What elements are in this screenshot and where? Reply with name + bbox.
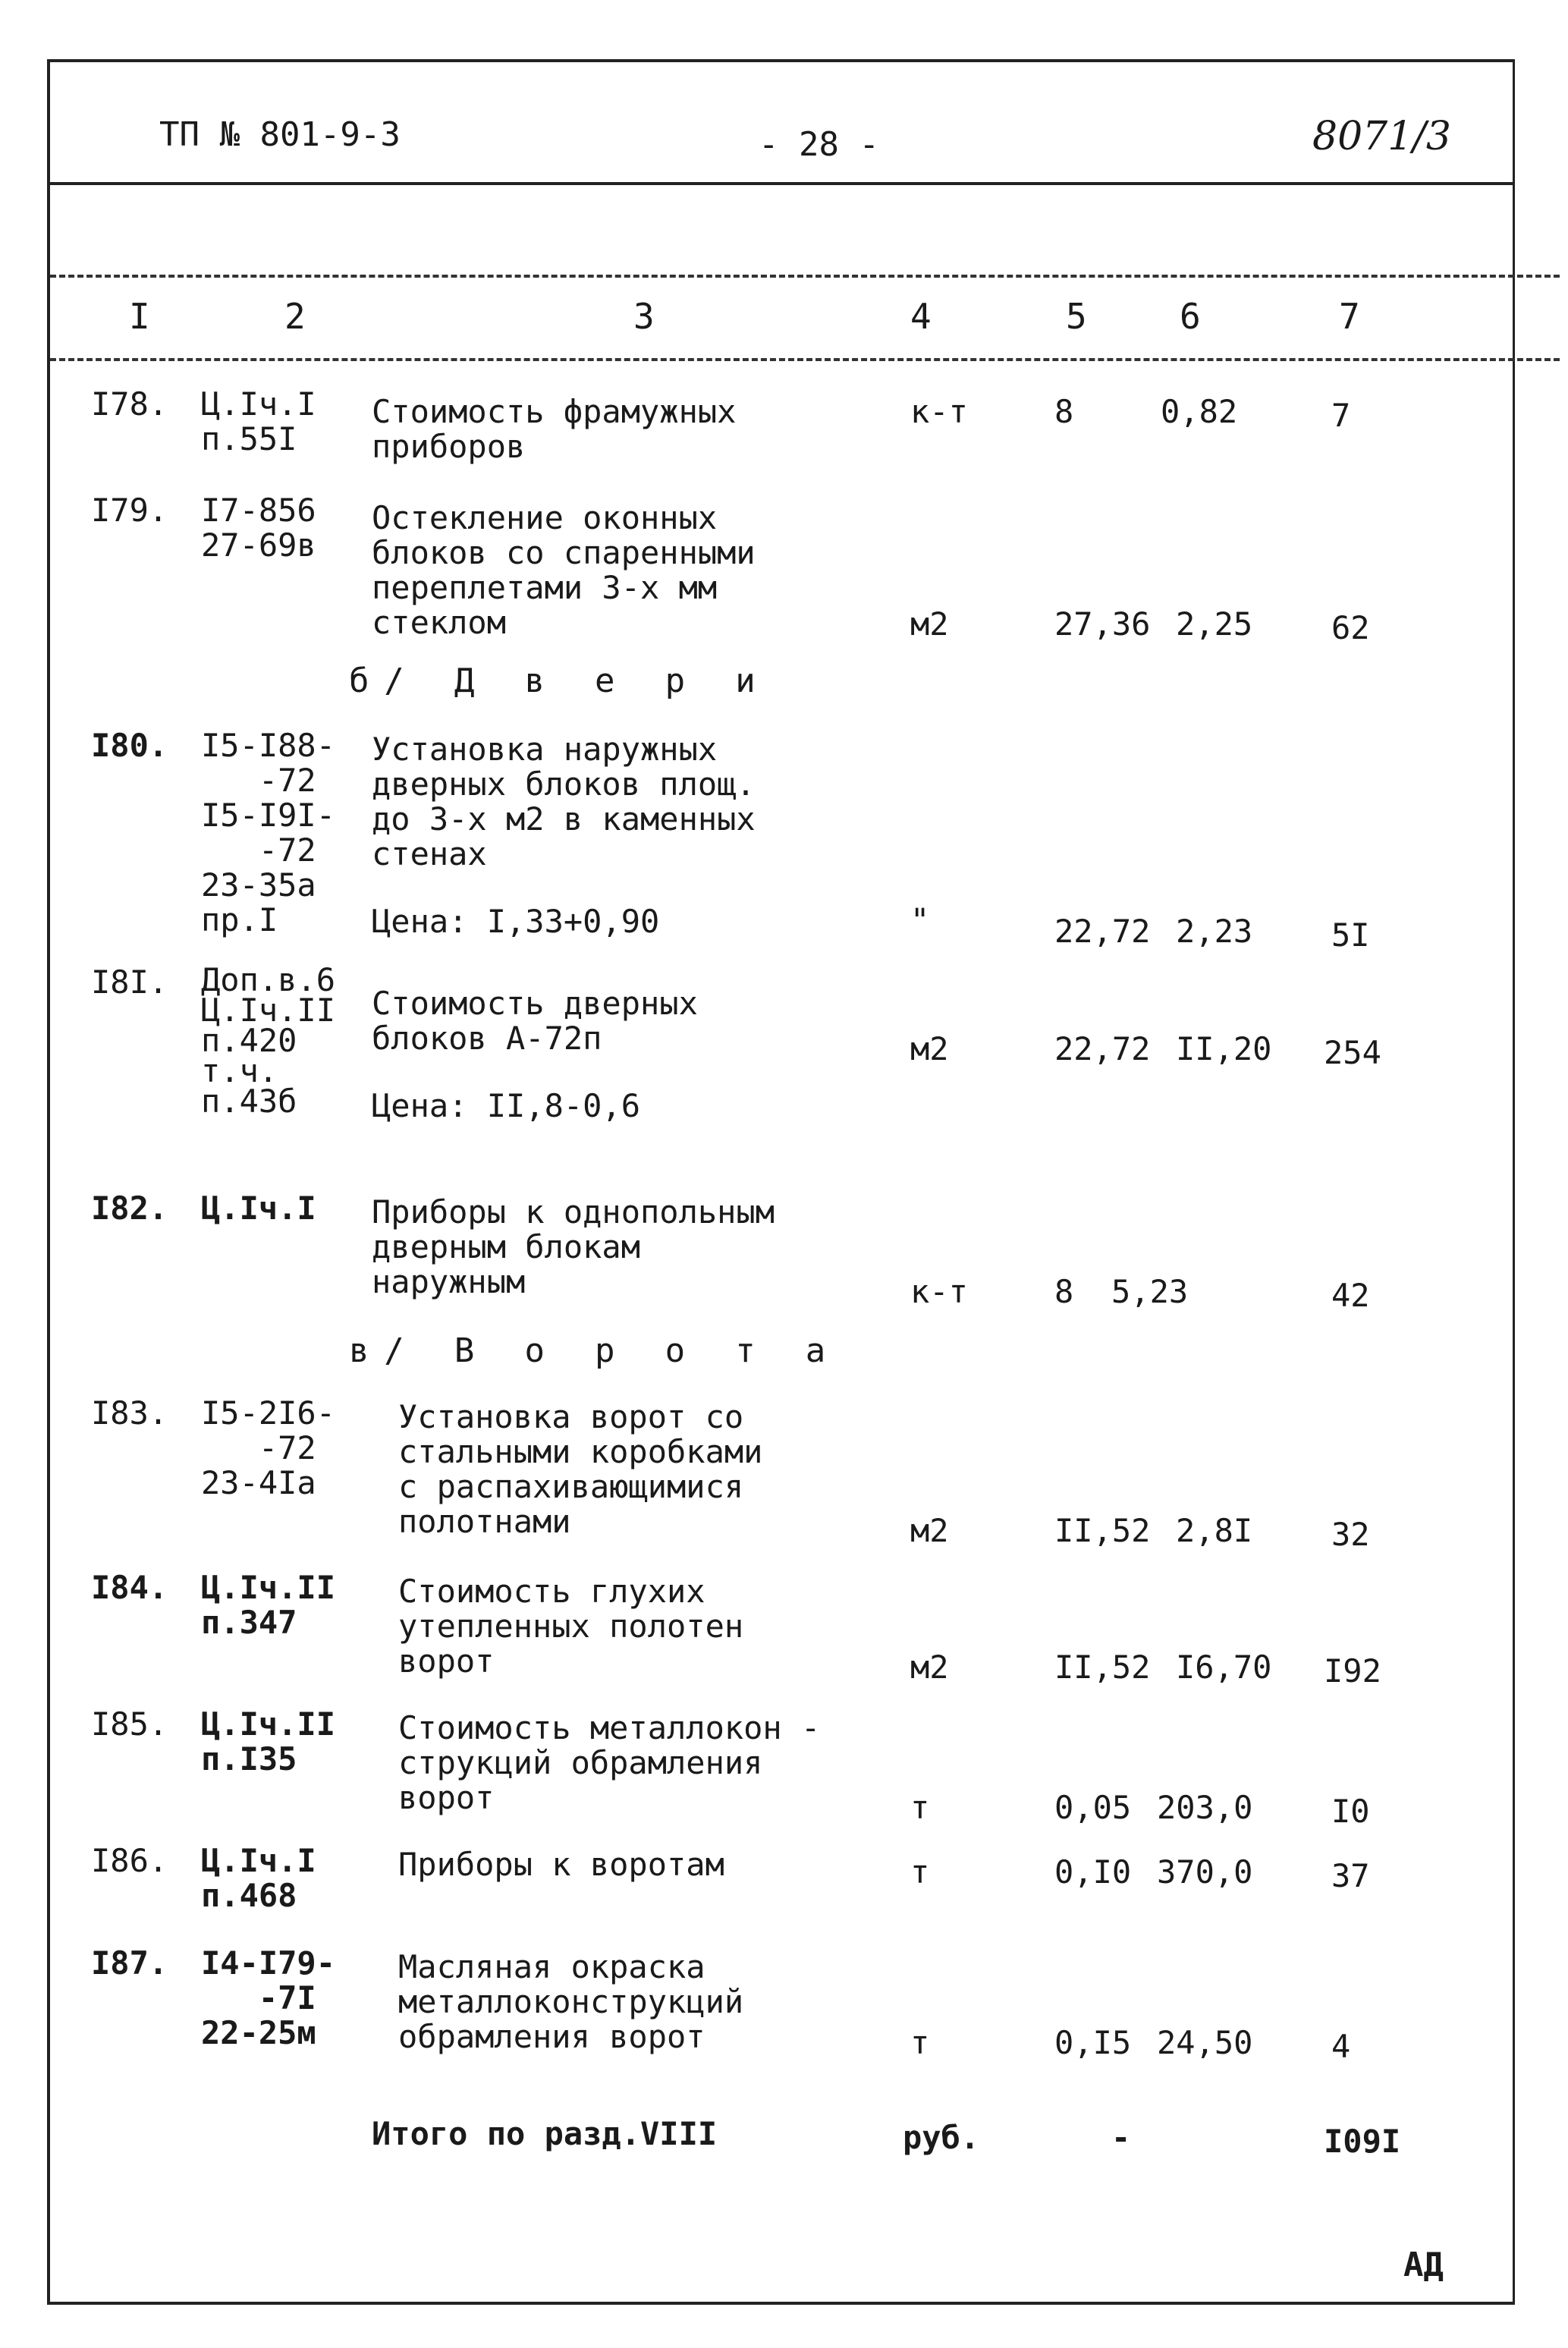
row-number: I79.: [91, 492, 168, 529]
row-code: Ц.Iч.I: [201, 1190, 316, 1227]
row-unit: т: [910, 1853, 930, 1891]
section-gates: в/ В о р о т а: [349, 1331, 841, 1370]
row-number: I85.: [91, 1705, 168, 1743]
page-number: - 28 -: [759, 125, 879, 164]
row-number: I86.: [91, 1842, 168, 1879]
row-description: Масляная окраска металлоконструкций обрамления ворот: [398, 1948, 744, 2055]
row-total: 5I: [1331, 916, 1370, 954]
col-number-7: 7: [1339, 296, 1360, 337]
row-number: I8I.: [91, 963, 168, 1001]
col-number-6: 6: [1180, 296, 1201, 337]
row-unit: к-т: [910, 393, 968, 430]
row-quantity: 8: [1054, 1273, 1074, 1310]
row-unit: м2: [910, 1030, 949, 1067]
row-quantity: 27,36: [1054, 605, 1151, 643]
row-code: I5-2I6- -72 23-4Iа: [201, 1394, 336, 1501]
col-number-3: 3: [633, 296, 655, 337]
summary-quantity: -: [1111, 2119, 1131, 2156]
row-unit: к-т: [910, 1273, 968, 1310]
table-header-rule: [50, 358, 1560, 361]
row-unit: т: [910, 1789, 930, 1826]
row-description: Установка ворот со стальными коробками с распахивающимися полотнами: [398, 1398, 763, 1540]
row-code: Ц.Iч.I п.55I: [201, 385, 316, 457]
row-price: 203,0: [1157, 1789, 1253, 1826]
album-number: 8071/3: [1312, 114, 1451, 159]
col-number-4: 4: [910, 296, 932, 337]
archive-stamp: АД: [1403, 2246, 1444, 2284]
row-description: Приборы к воротам: [398, 1846, 724, 1883]
row-unit: м2: [910, 1512, 949, 1549]
col-number-5: 5: [1066, 296, 1087, 337]
section-doors: б/ Д в е р и: [349, 662, 771, 700]
row-unit: м2: [910, 1649, 949, 1686]
row-description: Стоимость фрамужных приборов: [372, 393, 737, 465]
row-total: 7: [1331, 397, 1351, 434]
doc-code: ТП № 801-9-3: [159, 115, 401, 154]
row-code: Ц.Iч.II п.I35: [201, 1705, 336, 1778]
row-number: I83.: [91, 1394, 168, 1432]
row-total: 42: [1331, 1277, 1370, 1314]
row-price: 2,8I: [1176, 1512, 1253, 1549]
row-quantity: II,52: [1054, 1512, 1151, 1549]
row-price: I6,70: [1176, 1649, 1272, 1686]
row-code: I7-856 27-69в: [201, 492, 316, 564]
col-number-1: I: [129, 296, 150, 337]
row-number: I87.: [91, 1944, 168, 1982]
row-description: Стоимость глухих утепленных полотен ворот: [398, 1573, 744, 1680]
row-total: I0: [1331, 1793, 1370, 1830]
row-description: Приборы к однопольным дверным блокам наружным: [372, 1193, 775, 1300]
col-number-2: 2: [284, 296, 306, 337]
row-price: II,20: [1176, 1030, 1272, 1067]
row-unit: ": [910, 901, 930, 938]
row-description: Остекление оконных блоков со спаренными переплетами 3-х мм стеклом: [372, 499, 756, 641]
row-total: 254: [1324, 1034, 1381, 1071]
row-quantity: 22,72: [1054, 1030, 1151, 1067]
row-code: Ц.Iч.I п.468: [201, 1842, 316, 1914]
row-price: 5,23: [1111, 1273, 1189, 1310]
row-quantity: 22,72: [1054, 913, 1151, 950]
row-quantity: II,52: [1054, 1649, 1151, 1686]
row-quantity: 0,I0: [1054, 1853, 1132, 1891]
header-rule: [50, 182, 1514, 185]
row-price: 370,0: [1157, 1853, 1253, 1891]
row-price: 2,23: [1176, 913, 1253, 950]
row-number: I78.: [91, 385, 168, 423]
row-description: Установка наружных дверных блоков площ. до 3-х м2 в каменных стенах: [372, 731, 756, 872]
row-price-formula: Цена: I,33+0,90: [372, 903, 660, 940]
row-total: 37: [1331, 1857, 1370, 1894]
row-unit: м2: [910, 605, 949, 643]
row-code: I5-I88- -72 I5-I9I- -72 23-35а пр.I: [201, 727, 336, 938]
row-number: I80.: [91, 727, 168, 764]
row-price: 24,50: [1157, 2024, 1253, 2061]
table-top-rule: [50, 275, 1560, 278]
row-code: Доп.в.6 Ц.Iч.II п.420 т.ч. п.43б: [201, 961, 336, 1120]
row-unit: т: [910, 2024, 930, 2061]
summary-label: Итого по разд.VIII: [372, 2115, 718, 2152]
row-quantity: 0,05: [1054, 1789, 1132, 1826]
row-price-formula: Цена: II,8-0,6: [372, 1087, 641, 1124]
row-price: 2,25: [1176, 605, 1253, 643]
row-total: 62: [1331, 609, 1370, 646]
row-number: I84.: [91, 1569, 168, 1606]
row-number: I82.: [91, 1190, 168, 1227]
row-quantity: 8: [1054, 393, 1074, 430]
row-total: 32: [1331, 1516, 1370, 1553]
row-total: 4: [1331, 2028, 1351, 2065]
row-code: I4-I79- -7I 22-25м: [201, 1944, 336, 2051]
summary-total: I09I: [1324, 2123, 1401, 2160]
row-quantity: 0,I5: [1054, 2024, 1132, 2061]
row-description: Стоимость металлокон - струкций обрамления ворот: [398, 1709, 821, 1816]
row-total: I92: [1324, 1652, 1381, 1689]
summary-unit: руб.: [903, 2119, 980, 2156]
row-code: Ц.Iч.II п.347: [201, 1569, 336, 1641]
row-description: Стоимость дверных блоков А-72п: [372, 985, 698, 1057]
row-price: 0,82: [1161, 393, 1238, 430]
